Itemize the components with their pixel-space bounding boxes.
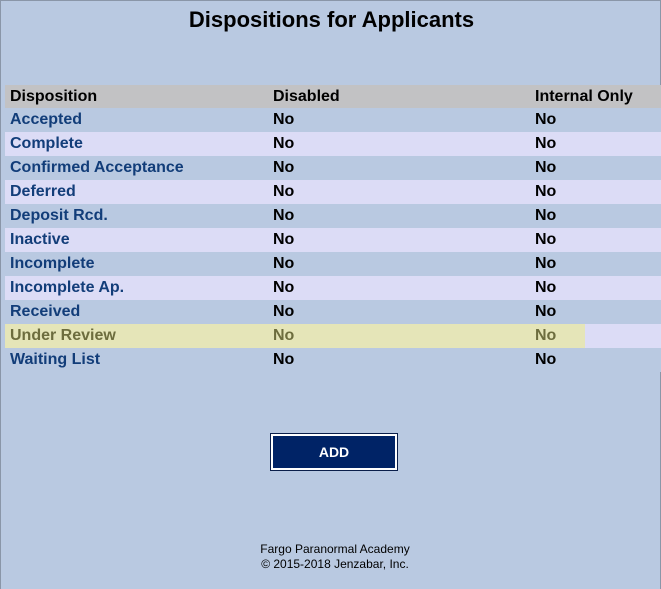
footer bbox=[1, 542, 661, 572]
disposition-link[interactable]: Confirmed Acceptance bbox=[10, 159, 184, 176]
table-row-highlighted[interactable] bbox=[5, 324, 661, 348]
table-row[interactable] bbox=[5, 252, 661, 276]
disabled-value: No bbox=[273, 135, 295, 152]
disposition-link[interactable]: Waiting List bbox=[10, 351, 101, 368]
column-header-disposition: Disposition bbox=[10, 88, 98, 105]
disabled-value: No bbox=[273, 111, 295, 128]
table-row[interactable] bbox=[5, 132, 661, 156]
dispositions-table bbox=[5, 85, 661, 372]
disabled-value: No bbox=[273, 327, 295, 344]
internal-only-value: No bbox=[535, 255, 557, 272]
add-button[interactable]: ADD bbox=[271, 434, 397, 470]
disposition-link[interactable]: Received bbox=[10, 303, 81, 320]
disposition-link[interactable]: Deferred bbox=[10, 183, 76, 200]
table-row[interactable] bbox=[5, 276, 661, 300]
internal-only-value: No bbox=[535, 303, 557, 320]
internal-only-value: No bbox=[535, 327, 557, 344]
disabled-value: No bbox=[273, 231, 295, 248]
table-row[interactable] bbox=[5, 156, 661, 180]
disposition-link[interactable]: Incomplete Ap. bbox=[10, 279, 125, 296]
page-title: Dispositions for Applicants bbox=[188, 7, 475, 32]
internal-only-value: No bbox=[535, 183, 557, 200]
internal-only-value: No bbox=[535, 231, 557, 248]
internal-only-value: No bbox=[535, 111, 557, 128]
disabled-value: No bbox=[273, 279, 295, 296]
disabled-value: No bbox=[273, 207, 295, 224]
table-header-row bbox=[5, 85, 661, 108]
disabled-value: No bbox=[273, 183, 295, 200]
disposition-link[interactable]: Complete bbox=[10, 135, 83, 152]
disposition-link[interactable]: Deposit Rcd. bbox=[10, 207, 108, 224]
disposition-link[interactable]: Incomplete bbox=[10, 255, 95, 272]
internal-only-value: No bbox=[535, 351, 557, 368]
table-row[interactable] bbox=[5, 300, 661, 324]
column-header-internal-only: Internal Only bbox=[535, 88, 633, 105]
column-header-disabled: Disabled bbox=[273, 88, 340, 105]
disabled-value: No bbox=[273, 303, 295, 320]
disposition-link[interactable]: Inactive bbox=[10, 231, 70, 248]
internal-only-value: No bbox=[535, 135, 557, 152]
disabled-value: No bbox=[273, 351, 295, 368]
disabled-value: No bbox=[273, 159, 295, 176]
table-row[interactable] bbox=[5, 348, 661, 372]
disabled-value: No bbox=[273, 255, 295, 272]
footer-organization: Fargo Paranormal Academy bbox=[260, 542, 410, 556]
internal-only-value: No bbox=[535, 159, 557, 176]
table-row[interactable] bbox=[5, 180, 661, 204]
table-row[interactable] bbox=[5, 204, 661, 228]
footer-copyright: © 2015-2018 Jenzabar, Inc. bbox=[261, 557, 409, 571]
internal-only-value: No bbox=[535, 279, 557, 296]
internal-only-value: No bbox=[535, 207, 557, 224]
table-row[interactable] bbox=[5, 228, 661, 252]
table-row[interactable] bbox=[5, 108, 661, 132]
disposition-link[interactable]: Under Review bbox=[10, 327, 116, 344]
disposition-link[interactable]: Accepted bbox=[10, 111, 83, 128]
